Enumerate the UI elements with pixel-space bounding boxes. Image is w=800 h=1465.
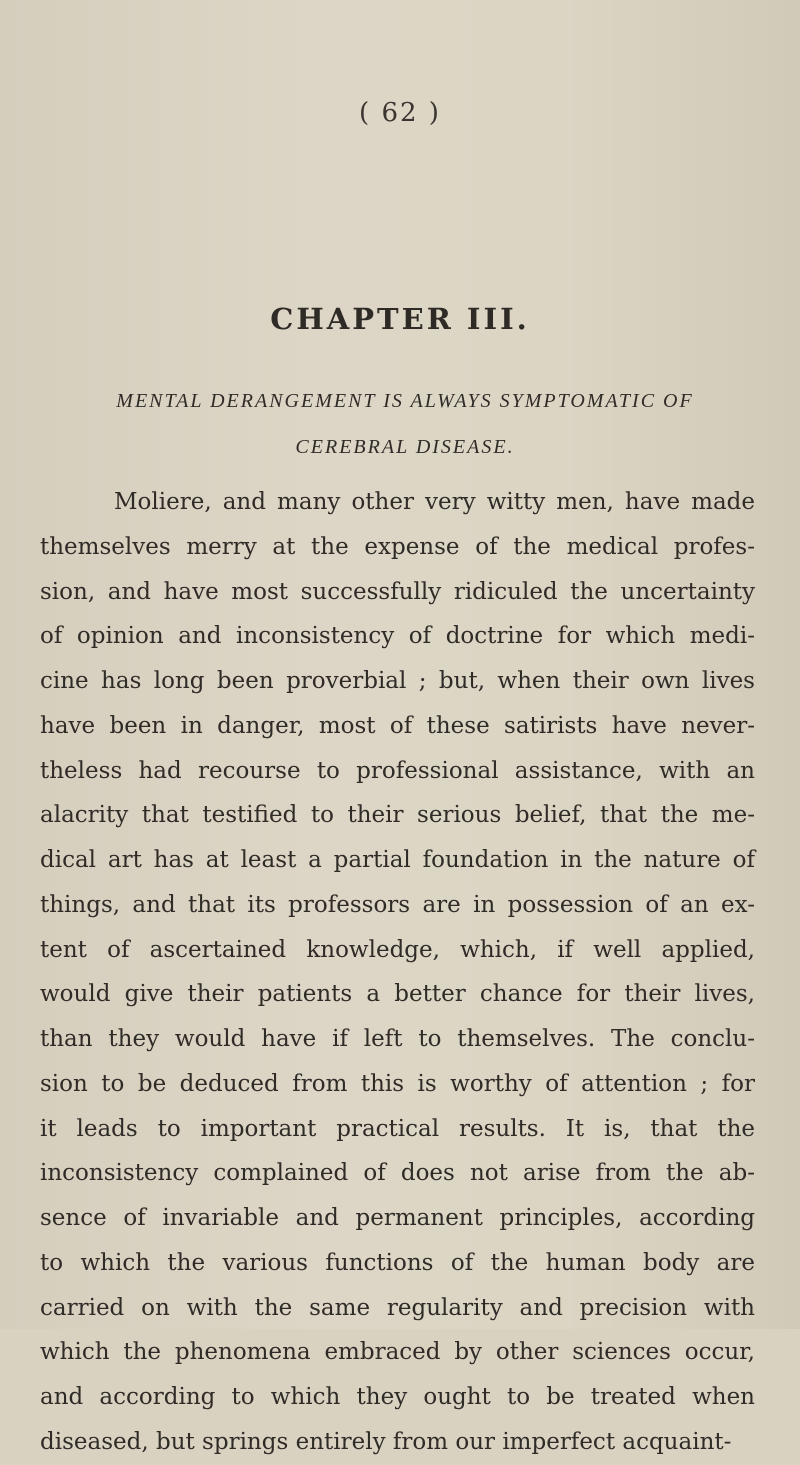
text-line: diseased, but springs entirely from our imperfect acquaint- xyxy=(40,1428,732,1455)
text-line: sion to be deduced from this is worthy of attention ; for xyxy=(40,1070,755,1097)
chapter-heading-line: MENTAL DERANGEMENT IS ALWAYS SYMPTOMATIC OF xyxy=(116,390,694,412)
chapter-heading-line: CEREBRAL DISEASE. xyxy=(295,436,515,458)
text-line: than they would have if left to themselves. The conclu- xyxy=(40,1026,755,1052)
text-line: sence of invariable and permanent principles, according xyxy=(40,1205,755,1231)
text-line: cine has long been proverbial ; but, when their own lives xyxy=(40,668,755,694)
text-line: to which the various functions of the human body are xyxy=(40,1249,755,1276)
body-text xyxy=(40,480,755,1465)
text-line: it leads to important practical results. It is, that the xyxy=(40,1115,755,1142)
text-line: carried on with the same regularity and precision with xyxy=(40,1294,755,1321)
text-line: of opinion and inconsistency of doctrine for which medi- xyxy=(40,623,755,650)
chapter-title: CHAPTER III. xyxy=(270,302,530,336)
text-line: things, and that its professors are in possession of an ex- xyxy=(40,891,755,918)
text-line: dical art has at least a partial foundation in the nature of xyxy=(40,847,755,873)
text-line: alacrity that testified to their serious belief, that the me- xyxy=(40,802,755,829)
text-line: themselves merry at the expense of the medical profes- xyxy=(40,533,755,560)
text-line: sion, and have most successfully ridiculed the uncertainty xyxy=(40,578,755,605)
page-number: ( 62 ) xyxy=(359,98,441,128)
text-line: Moliere, and many other very witty men, have made xyxy=(114,489,755,515)
chapter-heading xyxy=(60,378,750,470)
text-line: inconsistency complained of does not arise from the ab- xyxy=(40,1160,755,1187)
text-line: which the phenomena embraced by other sciences occur, xyxy=(40,1339,755,1366)
text-line: and according to which they ought to be treated when xyxy=(40,1384,755,1410)
text-line: tent of ascertained knowledge, which, if well applied, xyxy=(40,936,755,963)
text-line: theless had recourse to professional assistance, with an xyxy=(40,757,755,784)
text-line: have been in danger, most of these satirists have never- xyxy=(40,712,755,739)
text-line: would give their patients a better chance for their lives, xyxy=(40,981,755,1008)
